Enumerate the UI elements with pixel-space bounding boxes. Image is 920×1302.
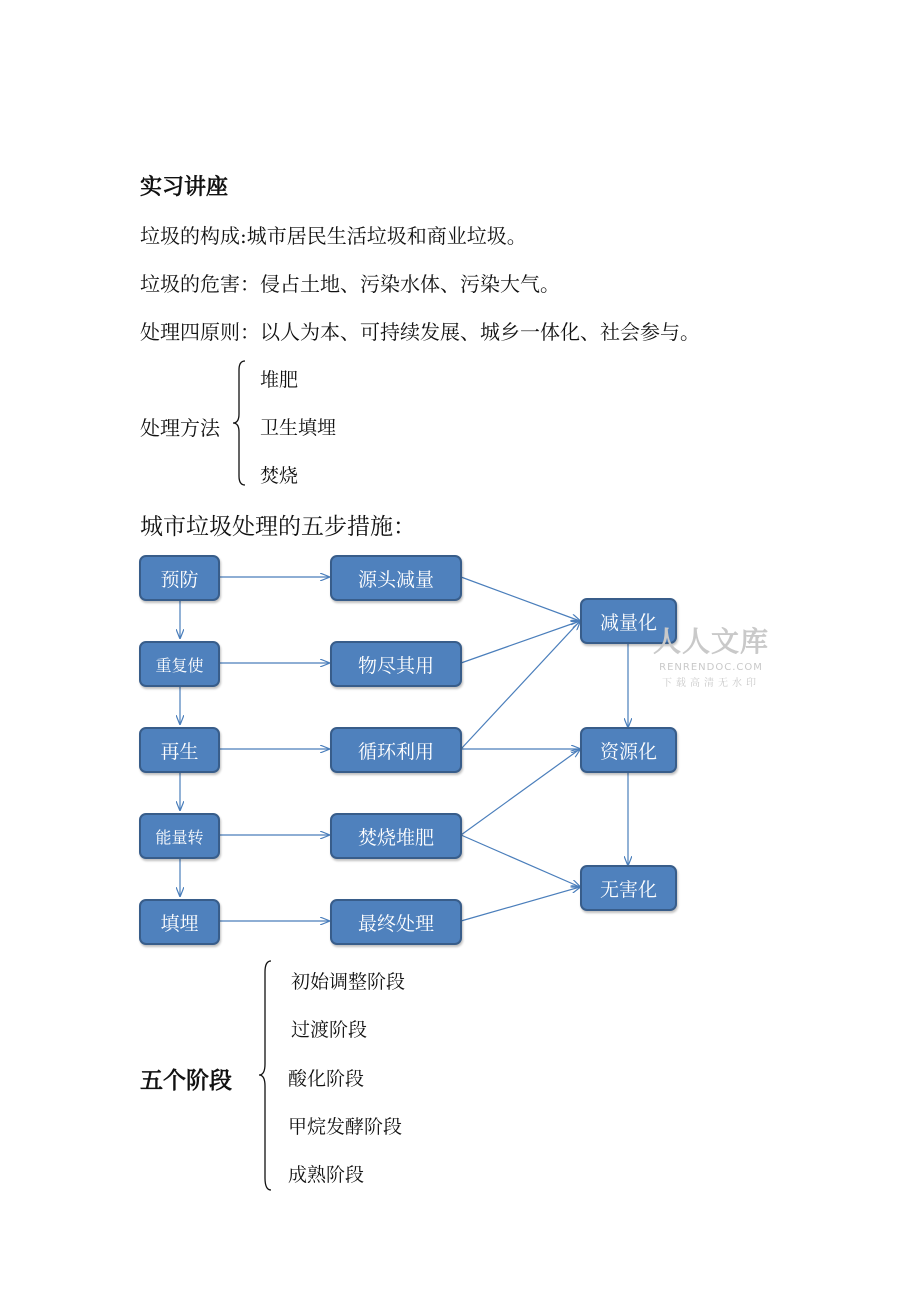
flow-box-final-disposal: 最终处理 xyxy=(330,899,462,945)
paragraph-hazards: 垃圾的危害：侵占土地、污染水体、污染大气。 xyxy=(140,272,560,296)
method-item: 堆肥 xyxy=(260,369,299,391)
stage-item: 酸化阶段 xyxy=(288,1068,365,1090)
arrow-diagonal xyxy=(461,887,580,921)
stage-item: 成熟阶段 xyxy=(288,1164,365,1186)
arrow-diagonal xyxy=(461,749,580,835)
page-title: 实习讲座 xyxy=(140,174,229,200)
flow-box-incinerate-compost: 焚烧堆肥 xyxy=(330,813,462,859)
flow-box-landfill: 填埋 xyxy=(139,899,220,945)
flow-box-reuse: 重复使 xyxy=(139,641,220,687)
paragraph-composition: 垃圾的构成:城市居民生活垃圾和商业垃圾。 xyxy=(140,224,527,248)
flow-box-source-reduction: 源头减量 xyxy=(330,555,462,601)
arrow-diagonal xyxy=(461,621,580,663)
flow-title: 城市垃圾处理的五步措施： xyxy=(140,514,416,540)
flow-box-resource: 资源化 xyxy=(580,727,677,773)
stage-item: 甲烷发酵阶段 xyxy=(288,1116,403,1138)
watermark-site: RENRENDOC.COM xyxy=(659,662,763,673)
arrow-diagonal xyxy=(461,621,580,749)
stages-brace xyxy=(256,958,276,1194)
flow-box-harmless: 无害化 xyxy=(580,865,677,911)
method-item: 卫生填埋 xyxy=(260,417,337,439)
flow-box-full-use: 物尽其用 xyxy=(330,641,462,687)
stage-item: 过渡阶段 xyxy=(291,1019,368,1041)
stages-label: 五个阶段 xyxy=(140,1067,232,1094)
method-item: 焚烧 xyxy=(260,465,299,487)
methods-label: 处理方法 xyxy=(140,416,220,440)
flow-box-regenerate: 再生 xyxy=(139,727,220,773)
flow-box-reduction: 减量化 xyxy=(580,598,677,644)
flow-box-prevent: 预防 xyxy=(139,555,220,601)
flow-box-energy: 能量转 xyxy=(139,813,220,859)
watermark-slogan: 下载高清无水印 xyxy=(662,678,760,689)
flow-box-recycle: 循环利用 xyxy=(330,727,462,773)
arrow-diagonal xyxy=(461,577,580,621)
watermark-logo xyxy=(646,620,776,689)
arrow-diagonal xyxy=(461,835,580,887)
watermark-name: 人人文库 xyxy=(652,625,769,658)
stage-item: 初始调整阶段 xyxy=(291,971,406,993)
paragraph-principles: 处理四原则：以人为本、可持续发展、城乡一体化、社会参与。 xyxy=(140,320,700,344)
